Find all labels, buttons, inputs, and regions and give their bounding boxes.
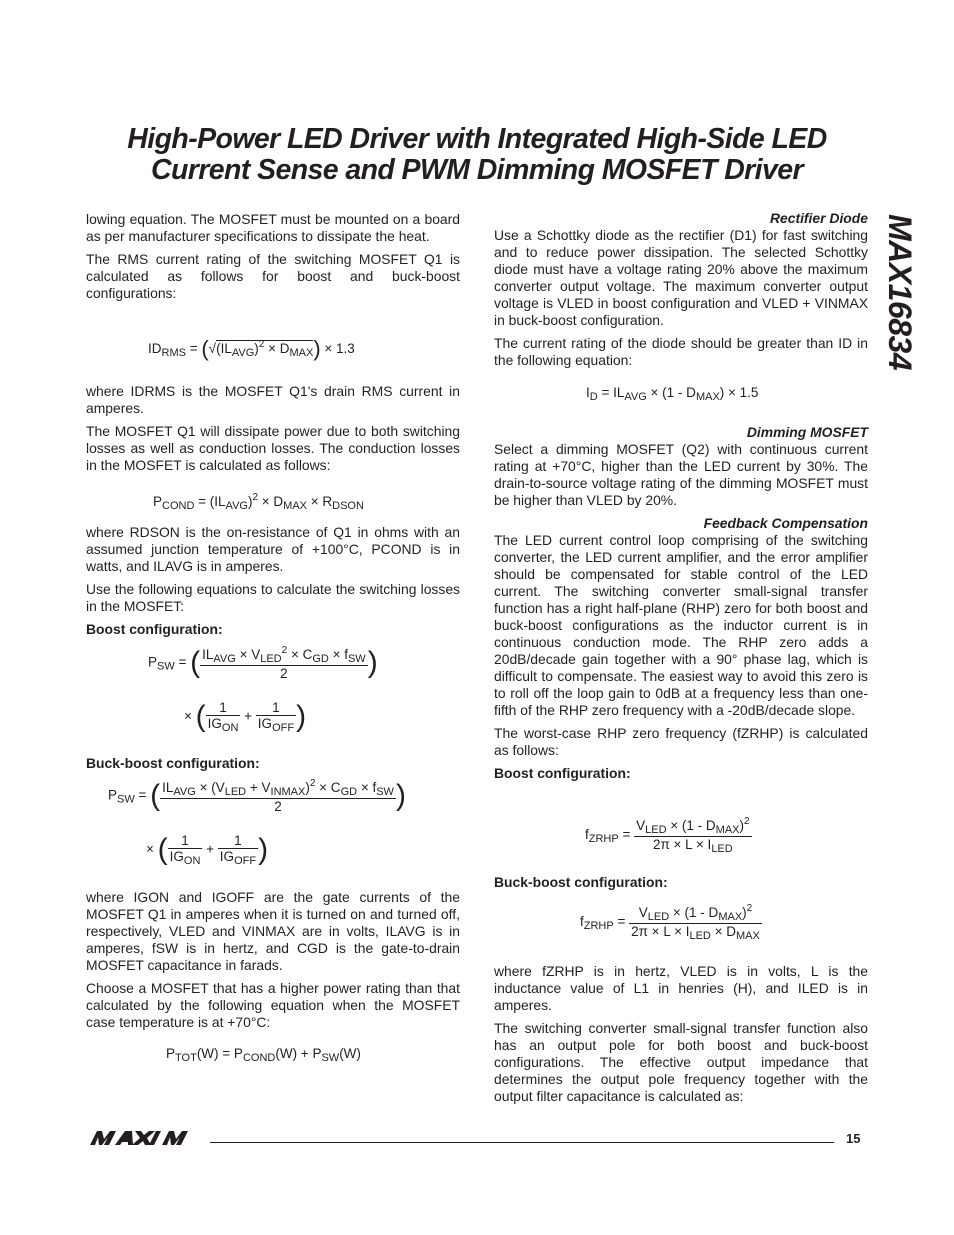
equation-psw-buckboost: $P_{SW}$ = ( $\frac{IL_{AVG} \times (V_{LED} + V_{INMAX})^2 \times C_{GD} \times f_{SW}}{2}$ ) — [108, 778, 406, 814]
equation-id-rms: $ID_{RMS} = (√(IL_{AVG})^2 \times D_{MAX}) \times 1.3$ — [148, 336, 355, 361]
title-line-2: Current Sense and PWM Dimming MOSFET Driver — [151, 154, 803, 186]
left-column-lower — [86, 524, 460, 641]
title-line-1: High-Power LED Driver with Integrated High-Side LED — [127, 123, 827, 155]
section-rectifier-diode: Rectifier Diode — [769, 210, 868, 226]
left-para-4: The MOSFET Q1 will dissipate power due to both switching losses as well as conduction losses. The conduction losses in the MOSFET is calculated as follows: — [86, 423, 460, 473]
side-part-number — [884, 214, 918, 414]
equation-fzrhp-buckboost: $f_{ZRHP}$ = $\frac{V_{LED} \times (1 - D_{MAX})^2}{2\pi \times L \times I_{LED} \times D_{MAX}}$ — [580, 903, 760, 942]
section-dimming-mosfet: Dimming MOSFET — [746, 424, 868, 440]
right-heading-boost: Boost configuration: — [494, 765, 631, 781]
left-para-6: Use the following equations to calculate the switching losses in the MOSFET: — [86, 581, 460, 614]
right-heading-buckboost: Buck-boost configuration: — [494, 874, 668, 890]
equation-p-cond: $P_{COND} = (IL_{AVG})^2 \times D_{MAX} \times R_{DSON}$ — [153, 492, 364, 512]
equation-psw-boost-gate: × ( $\frac{1}{IG_{ON}}$ + $\frac{1}{IG_{OFF}}$ ) — [184, 700, 307, 734]
section-feedback-compensation: Feedback Compensation — [703, 515, 868, 531]
left-heading-buckboost: Buck-boost configuration: — [86, 755, 260, 771]
left-para-2: The RMS current rating of the switching MOSFET Q1 is calculated as follows for boost and buck-boost configurations: — [86, 251, 460, 301]
equation-psw-boost: $P_{SW}$ = ( $\frac{IL_{AVG} \times V_{LED}^2 \times C_{GD} \times f_{SW}}{2}$ ) — [148, 645, 378, 681]
right-para-6: where fZRHP is in hertz, VLED is in volts, L is the inductance value of L1 in henries (H), and ILED is in amperes. — [494, 963, 868, 1013]
right-para-5: The worst-case RHP zero frequency (fZRHP) is calculated as follows: — [494, 725, 868, 758]
equation-fzrhp-boost: $f_{ZRHP}$ = $\frac{V_{LED} \times (1 - D_{MAX})^2}{2\pi \times L \times I_{LED}}$ — [585, 816, 750, 855]
page-title — [60, 124, 894, 186]
equation-p-tot: $P_{TOT}(W) = P_{COND}(W) + P_{SW}(W)$ — [166, 1046, 361, 1064]
right-heading-buckboost-wrap — [494, 874, 868, 894]
left-column-mid — [86, 383, 460, 480]
equation-id-diode: $I_D = IL_{AVG} \times (1 - D_{MAX}) \times 1.5$ — [586, 385, 759, 403]
left-column-top — [86, 211, 460, 308]
right-para-1: Use a Schottky diode as the rectifier (D1) for fast switching and to reduce power dissipation. The selected Schottky diode must have a voltage rating 20% above the maximum converter output voltage. The maximum converter output voltage is VLED in boost configuration and VLED + VINMAX in buck-boost configuration. — [494, 227, 868, 328]
logo-text: MAXIM — [88, 1144, 92, 1145]
left-para-7: where IGON and IGOFF are the gate currents of the MOSFET Q1 in amperes when it is turned on and turned off, respectively, VLED and VINMAX are in volts, ILAVG is in amperes, fSW is in hertz, and CGD is the gate-to-drain MOSFET capacitance in farads. — [86, 889, 460, 973]
right-para-4: The LED current control loop comprising of the switching converter, the LED current amplifier, and the error amplifier should be compensated for stable control of the LED current. The switching converter small-signal transfer function has a right half-plane (RHP) zero for both boost and buck-boost configurations as the inductor current is in continuous conduction mode. The RHP zero adds a 20dB/decade gain together with a 90° phase lag, which is difficult to compensate. The easiest way to avoid this zero is to roll off the loop gain to 0dB at a frequency less than one-fifth of the RHP zero frequency with a -20dB/decade slope. — [494, 532, 868, 718]
left-heading-buckboost-wrap — [86, 755, 460, 775]
maxim-logo — [88, 1130, 200, 1151]
left-column-bottom — [86, 889, 460, 1037]
right-para-7: The switching converter small-signal transfer function also has an output pole for both boost and buck-boost configurations. The effective output impedance that determines the output pole frequency together with the output filter capacitance is calculated as: — [494, 1020, 868, 1104]
left-para-3: where IDRMS is the MOSFET Q1's drain RMS current in amperes. — [86, 383, 460, 416]
left-para-1: lowing equation. The MOSFET must be mounted on a board as per manufacturer specifications to dissipate the heat. — [86, 211, 460, 244]
left-para-8: Choose a MOSFET that has a higher power rating than that calculated by the following equation when the MOSFET case temperature is at +70°C: — [86, 980, 460, 1030]
page-number: 15 — [846, 1131, 861, 1146]
left-para-5: where RDSON is the on-resistance of Q1 in ohms with an assumed junction temperature of +100°C, PCOND is in watts, and ILAVG is in amperes. — [86, 524, 460, 574]
part-number-label: MAX16834 — [882, 214, 918, 371]
right-column-bottom — [494, 963, 868, 1111]
footer-rule — [210, 1142, 834, 1143]
right-column-dimming — [494, 424, 868, 785]
maxim-logo-graphic — [88, 1130, 200, 1146]
left-heading-boost: Boost configuration: — [86, 621, 223, 637]
right-column-top — [494, 210, 868, 375]
equation-psw-buckboost-gate: × ( $\frac{1}{IG_{ON}}$ + $\frac{1}{IG_{OFF}}$ ) — [146, 833, 269, 867]
right-para-2: The current rating of the diode should be greater than ID in the following equation: — [494, 335, 868, 368]
right-para-3: Select a dimming MOSFET (Q2) with continuous current rating at +70°C, higher than the LED current by 30%. The drain-to-source voltage rating of the dimming MOSFET must be higher than VLED by 20%. — [494, 441, 868, 508]
